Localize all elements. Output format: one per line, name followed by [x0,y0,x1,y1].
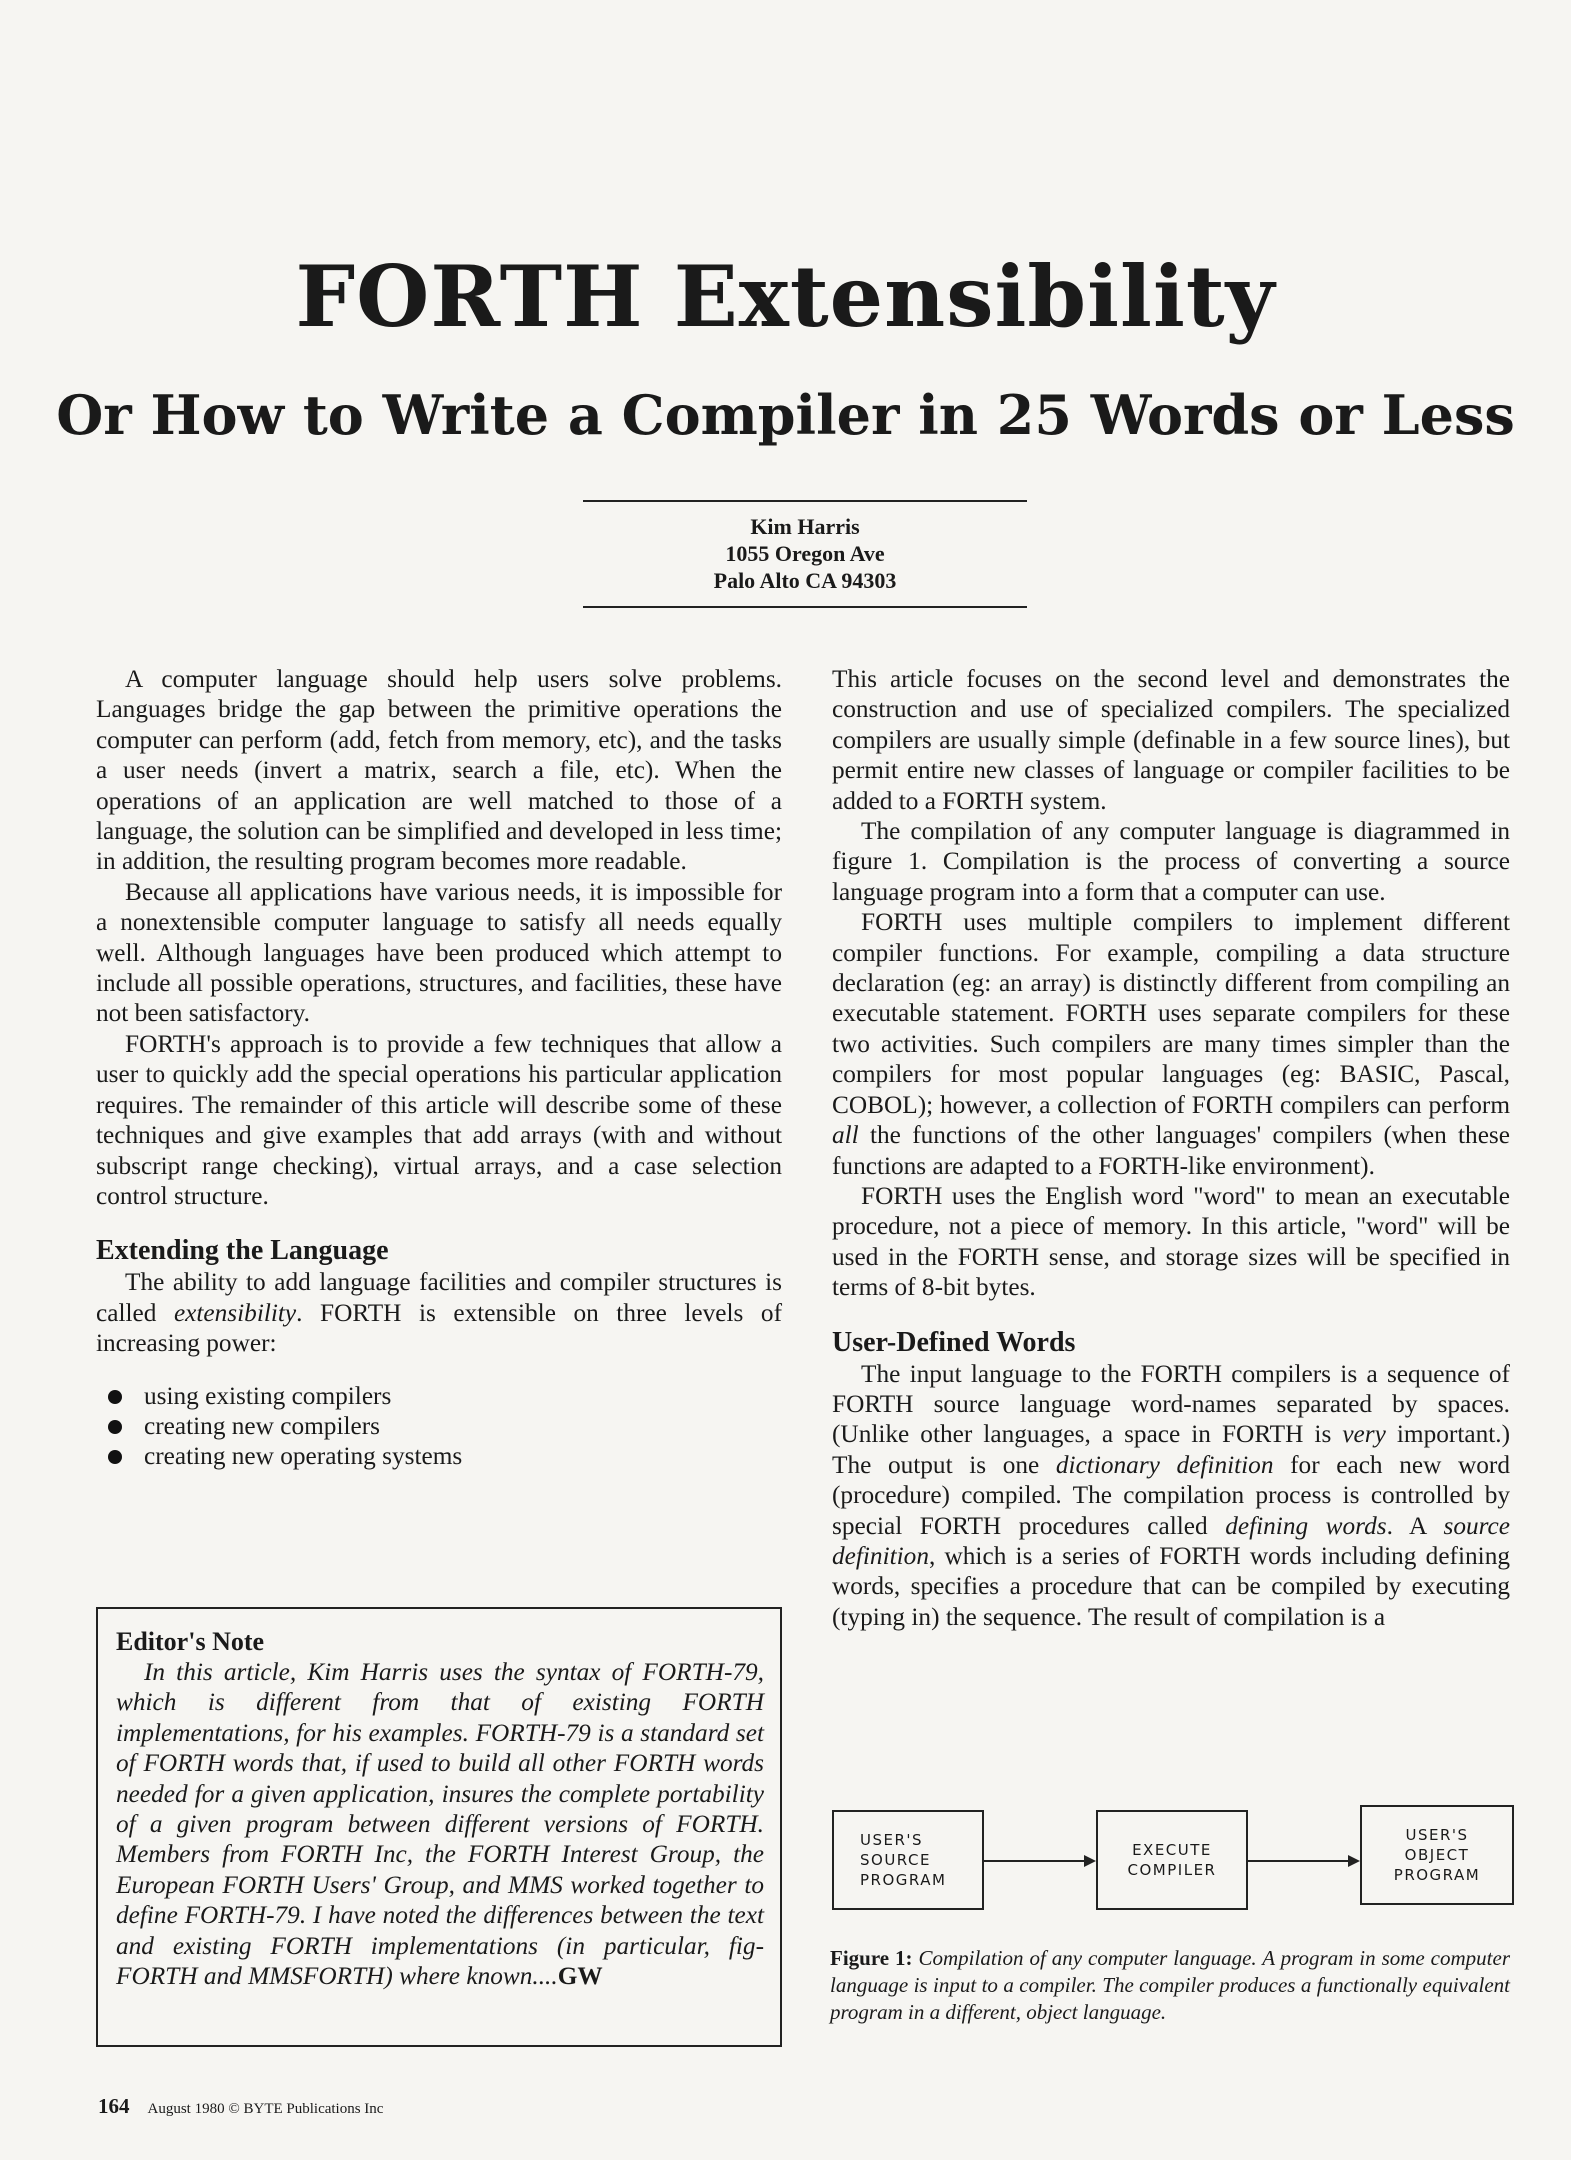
page-number: 164 [98,2094,130,2118]
author-city: Palo Alto CA 94303 [713,568,897,593]
box-line: EXECUTE [1132,1841,1212,1859]
left-column [96,664,782,1472]
arrow-line [984,1860,1084,1862]
paragraph: The compilation of any computer language is diagrammed in figure 1. Compilation is the process of converting a source language program into a form that a computer can use. [832,817,1510,906]
figure-caption-text: Compilation of any computer language. A program in some computer language is input to a compiler. The compiler produces a functionally equivalent program in a different, object language. [830,1946,1510,2024]
article-title: FORTH Extensibility [295,247,1276,346]
editors-note-body [116,1657,764,1991]
figure-1-diagram [830,1805,1516,1915]
page-footer [98,2094,383,2119]
author-name: Kim Harris [750,514,860,539]
text-run: . A [1386,1511,1444,1540]
compiler-box [1096,1810,1248,1910]
paragraph [832,1359,1510,1633]
paragraph: Because all applications have various needs, it is impossible for a nonextensible computer language to satisfy all needs equally well. Although languages have been produced which attempt to include all possible operations, structures, and facilities, these have not been satisfactory. [96,877,782,1028]
right-column [832,664,1510,1632]
section-heading: User-Defined Words [832,1326,1076,1358]
paragraph [832,907,1510,1181]
box-line: PROGRAM [1393,1866,1481,1884]
editors-note-box [96,1607,782,2047]
paragraph: A computer language should help users solve problems. Languages bridge the gap between the primitive operations the computer can perform (add, fetch from memory, etc), and the tasks a user needs (invert a matrix, search a file, etc). When the operations of an application are well matched to those of a language, the solution can be simplified and developed in less time; in addition, the resulting program becomes more readable. [96,665,782,876]
box-line: OBJECT [1404,1846,1470,1864]
box-line: PROGRAM [860,1871,947,1889]
bullet-item: using existing compilers [96,1381,782,1411]
box-line: SOURCE [860,1851,931,1869]
figure-1-caption [830,1945,1510,2026]
author-street: 1055 Oregon Ave [725,541,885,566]
object-program-box [1360,1805,1514,1905]
text-run: , which is a series of FORTH words including defining words, specifies a procedure that can be compiled by executing (typing in) the sequence. The result of compilation is a [832,1541,1510,1631]
box-line: COMPILER [1127,1861,1217,1879]
paragraph: This article focuses on the second level and demonstrates the construction and use of specialized compilers. The specialized compilers are usually simple (definable in a few source lines), but permit entire new classes of language or compiler facilities to be added to a FORTH system. [832,665,1510,815]
emphasis: source definition [832,1511,1510,1570]
text-run: The input language to the FORTH compilers is a sequence of FORTH source language word-names separated by spaces. (Unlike other languages, a space in FORTH is [832,1359,1510,1449]
paragraph: FORTH uses the English word "word" to mean an executable procedure, not a piece of memory. In this article, "word" will be used in the FORTH sense, and storage sizes will be specified in terms of 8-bit bytes. [832,1181,1510,1302]
arrowhead [1084,1855,1096,1867]
editors-note-signature: GW [557,1962,603,1991]
paragraph: FORTH's approach is to provide a few techniques that allow a user to quickly add the special operations his particular application requires. The remainder of this article will describe some of these techniques and give examples that add arrays (with and without subscript range checking), virtual arrays, and a case selection control structure. [96,1029,782,1210]
emphasis: dictionary definition [1055,1450,1274,1479]
text-run: FORTH uses multiple compilers to implement different compiler functions. For example, compiling a data structure declaration (eg: an array) is distinctly different from compiling an executable statement. FORTH uses separate compilers for these two activities. Such compilers are many times simpler than the compilers for most popular languages (eg: BASIC, Pascal, COBOL); however, a collection of FORTH compilers can perform [832,908,1510,1119]
text-run: . FORTH is extensible on three levels of increasing power: [96,1298,783,1358]
author-block [583,513,1027,594]
bullet-item: creating new compilers [96,1411,782,1441]
footer-credit: August 1980 © BYTE Publications Inc [147,2101,384,2117]
box-line: USER'S [860,1831,924,1849]
text-run: The ability to add language facilities and compiler structures is called [96,1268,782,1327]
text-run: the functions of the other languages' compilers (when these functions are adapted to a FORTH-like environment). [832,1121,1510,1180]
author-rule-bottom [583,606,1027,608]
arrowhead [1348,1855,1360,1867]
editors-note-heading: Editor's Note [116,1627,265,1656]
text-run: In this article, Kim Harris uses the syntax of FORTH-79, which is different from that of existing FORTH implementations, for his examples. FORTH-79 is a standard set of FORTH words that, if used to build all other FORTH words needed for a given application, insures the complete portability of a given program between different versions of FORTH. Members from FORTH Inc, the FORTH Interest Group, the European FORTH Users' Group, and MMS worked together to define FORTH-79. I have noted the differences between the text and existing FORTH implementations (in particular, fig-FORTH and MMSFORTH) where known.... [116,1658,764,1991]
emphasis: extensibility [173,1298,297,1327]
text-run: important.) The output is one [832,1420,1510,1479]
emphasis: all [832,1121,859,1150]
text-run: for each new word (procedure) compiled. The compilation process is controlled by special FORTH procedures called [832,1450,1510,1540]
paragraph [96,1267,782,1358]
emphasis: very [1342,1420,1386,1449]
arrow-line [1248,1860,1348,1862]
box-line: USER'S [1405,1826,1469,1844]
emphasis: defining words [1225,1511,1387,1540]
bullet-item: creating new operating systems [96,1441,782,1471]
article-subtitle: Or How to Write a Compiler in 25 Words or Less [56,383,1515,447]
bullet-list [96,1381,782,1472]
figure-label: Figure 1: [830,1946,913,1970]
source-program-box [832,1810,984,1910]
author-rule-top [583,500,1027,502]
section-heading: Extending the Language [96,1235,389,1267]
